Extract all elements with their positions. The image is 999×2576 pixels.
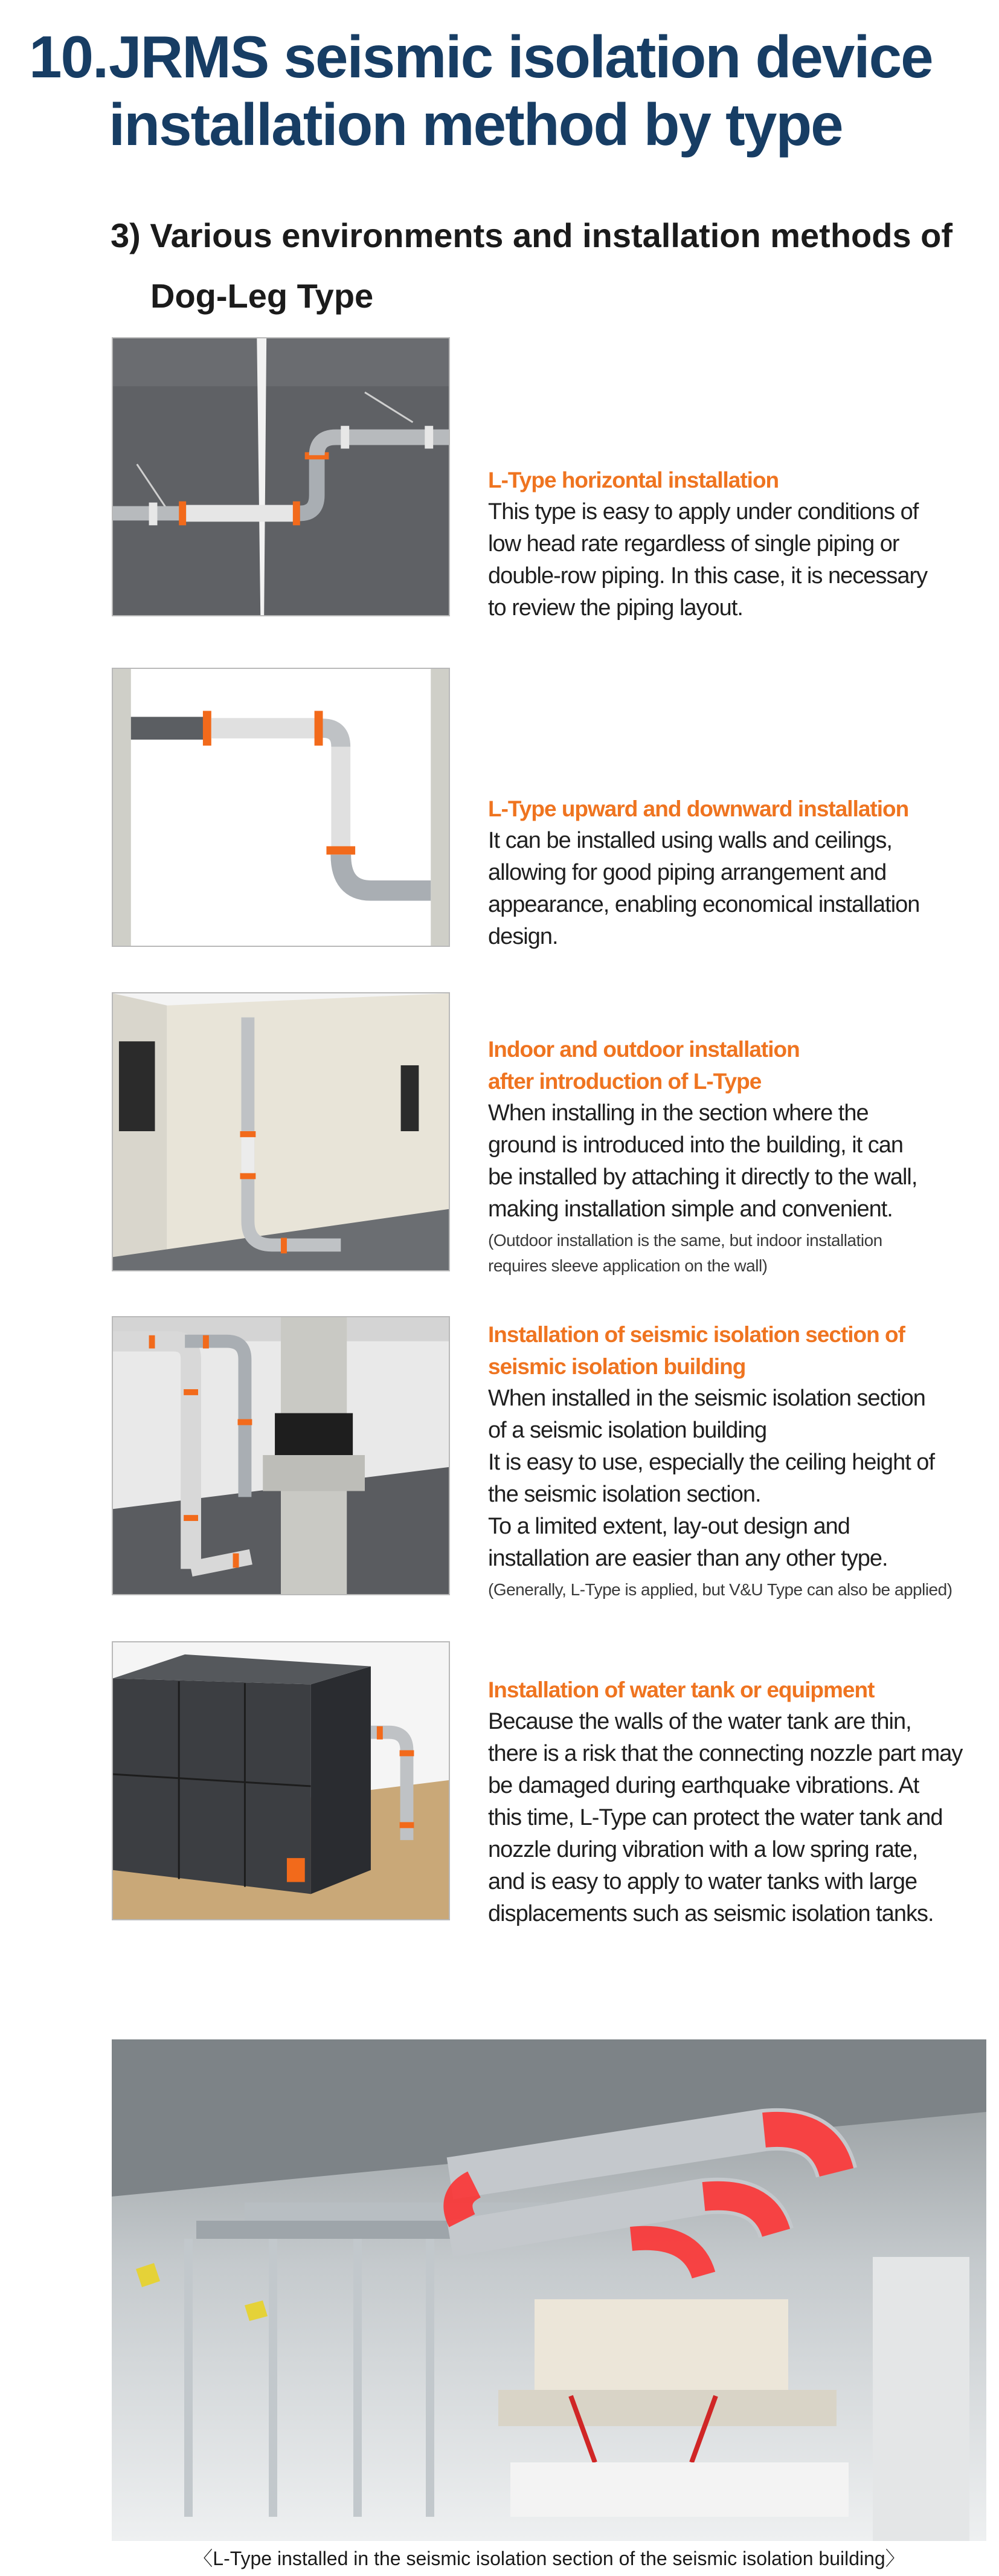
section-subtitle [111,205,956,326]
photo-caption: 〈L-Type installed in the seismic isolation section of the seismic isolation building〉 [193,2548,905,2569]
section-body: Because the walls of the water tank are thin, there is a risk that the connecting nozzle part may be damaged during earthquake vibrations. At this time, L-Type can protect the water tank and nozzle during vibration with a low spring rate, and is easy to apply to water tanks with large displacements such as seismic isolation tanks. [488,1709,963,1926]
section-seismic-isolation-building [488,1319,989,1603]
section-heading: Installation of seismic isolation section of seismic isolation building [488,1322,905,1379]
figure-seismic-isolation-section [112,1316,450,1595]
photo-l-type-installed [112,2039,986,2541]
title-line-1: JRMS seismic isolation device [109,24,933,90]
title-line-2: installation method by type [109,91,843,158]
section-note: (Generally, L-Type is applied, but V&U Type can also be applied) [488,1580,952,1599]
section-body: This type is easy to apply under conditions of low head rate regardless of single piping or double-row piping. In this case, it is necessary to review the piping layout. [488,499,928,621]
figure-upward-downward-installation [112,668,450,947]
section-heading: Indoor and outdoor installation after introduction of L-Type [488,1037,800,1094]
section-body: When installed in the seismic isolation section of a seismic isolation building It is easy to use, especially the ceiling height of the seismic isolation section. To a limited extent, lay-out design and installation are easier than any other type. [488,1386,935,1571]
section-horizontal-installation [488,464,989,624]
section-heading: L-Type horizontal installation [488,468,779,492]
section-indoor-outdoor-installation [488,1033,989,1279]
section-note: (Outdoor installation is the same, but indoor installation requires sleeve application on the wall) [488,1231,882,1275]
figure-indoor-outdoor-installation [112,992,450,1271]
section-heading: Installation of water tank or equipment [488,1677,875,1702]
title-number: 10. [29,24,108,90]
figure-water-tank-installation [112,1641,450,1920]
section-water-tank-equipment [488,1674,989,1930]
figure-horizontal-installation [112,337,450,616]
section-body: It can be installed using walls and ceilings, allowing for good piping arrangement and appearance, enabling economical installation design. [488,828,920,949]
section-upward-downward-installation [488,793,989,953]
section-heading: L-Type upward and downward installation [488,796,909,821]
page-title [29,23,971,158]
subtitle-line-2: Dog-Leg Type [150,277,374,315]
subtitle-line-1: 3) Various environments and installation methods of [111,216,953,254]
section-body: When installing in the section where the ground is introduced into the building, it can be installed by attaching it directly to the wall, making installation simple and convenient. [488,1100,917,1222]
